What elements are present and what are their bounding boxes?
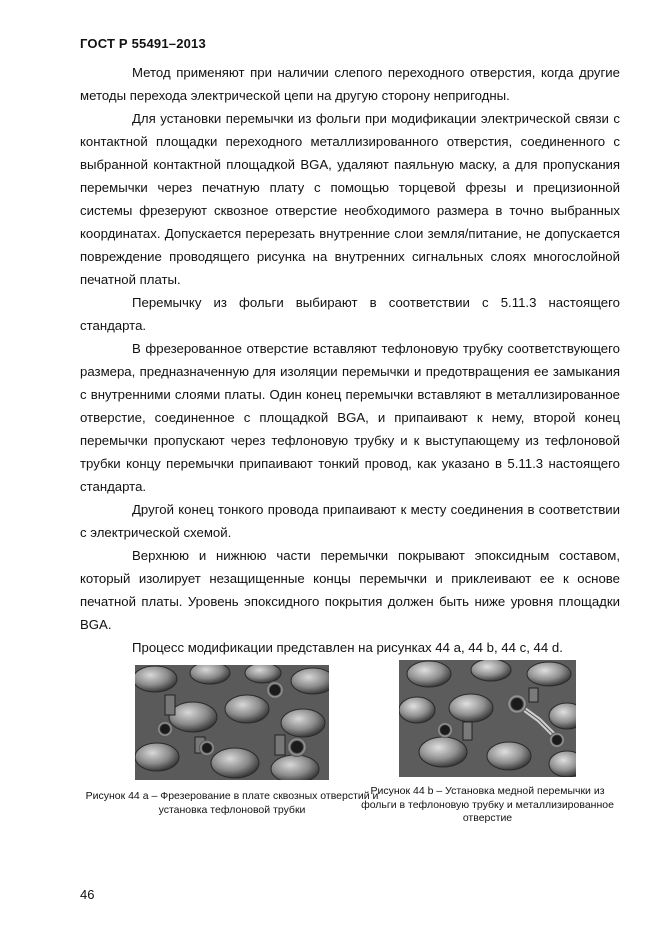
paragraph: Другой конец тонкого провода припаивают к месту соединения в соответствии с электрической схемой. [80, 502, 620, 540]
paragraph: В фрезерованное отверстие вставляют тефлоновую трубку соответствующего размера, предназначенную для изоляции перемычки и предотвращения ее замыкания с внутренними слоями платы. Один конец перемычки вставляют в металлизированное отверстие, соединенное с площадкой BGA, и припаивают к нему, второй конец перемычки пропускают через тефлоновую трубку и к выступающему из тефлоновой трубки концу перемычки припаивают тонкий провод, как указано в 5.11.3 настоящего стандарта. [80, 341, 620, 494]
figure-44a-image [135, 665, 329, 780]
paragraph: Для установки перемычки из фольги при модификации электрической связи с контактной площадки переходного металлизированного отверстия, соединенного с выбранной контактной площадкой BGA, удаляют паяльную маску, а для пропускания перемычки через печатную плату с помощью торцевой фрезы и прецизионной системы фрезеруют сквозное отверстие необходимого размера в точно выбранных координатах. Допускается перерезать внутренние слои земля/питание, не допускается повреждение проводящего рисунка на внутренних сигнальных слоях многослойной печатной платы. [80, 111, 620, 287]
figure-44b-image [399, 660, 576, 777]
paragraph: Перемычку из фольги выбирают в соответствии с 5.11.3 настоящего стандарта. [80, 295, 620, 333]
figure-44b-caption: Рисунок 44 b – Установка медной перемычки из фольги в тефлоновую трубку и металлизированное отверстие [361, 785, 614, 824]
paragraph: Метод применяют при наличии слепого переходного отверстия, когда другие методы перехода электрической цепи на другую сторону непригодны. [80, 65, 620, 103]
paragraph: Верхнюю и нижнюю части перемычки покрывают эпоксидным составом, который изолирует незащищенные концы перемычки и приклеивают ее к основе печатной платы. Уровень эпоксидного покрытия должен быть ниже уровня площадки BGA. [80, 548, 620, 632]
document-code-header: ГОСТ Р 55491–2013 [80, 36, 206, 51]
body-text [80, 61, 620, 659]
figure-44a-caption: Рисунок 44 a – Фрезерование в плате сквозных отверстий и установка тефлоновой трубки [85, 790, 379, 816]
paragraph: Процесс модификации представлен на рисунках 44 a, 44 b, 44 c, 44 d. [132, 640, 563, 655]
page-number: 46 [80, 887, 95, 902]
